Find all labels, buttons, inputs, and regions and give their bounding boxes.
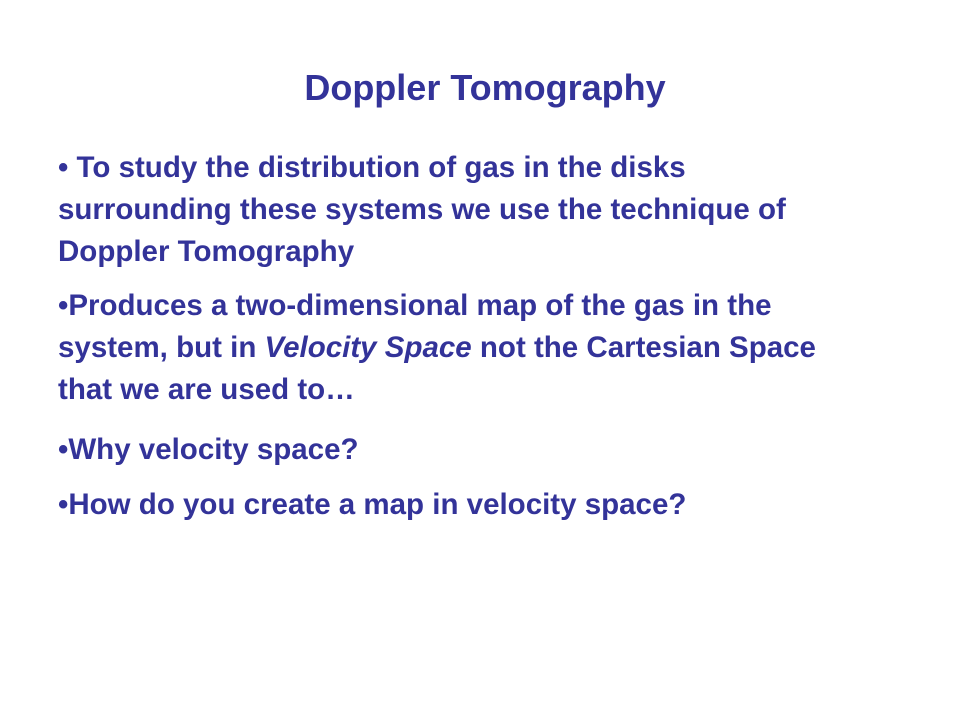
slide-title: Doppler Tomography [304, 67, 666, 108]
bullet-text-start: •Produces a two-dimensional map of the gas in the system, but in [58, 289, 772, 364]
bullet-text-end: not the Cartesian Space that we are used to… [58, 331, 816, 406]
bullet-text: •How do you create a map in velocity space? [58, 488, 687, 521]
bullet-list [58, 147, 858, 544]
bullet-text-emphasis: Velocity Space [264, 331, 472, 364]
bullet-item [58, 484, 858, 526]
bullet-item [58, 285, 858, 411]
bullet-item [58, 429, 858, 471]
bullet-text: •Why velocity space? [58, 433, 359, 466]
bullet-item [58, 147, 858, 273]
bullet-text: • To study the distribution of gas in the disks surrounding these systems we use the technique of Doppler Tomography [58, 151, 786, 268]
